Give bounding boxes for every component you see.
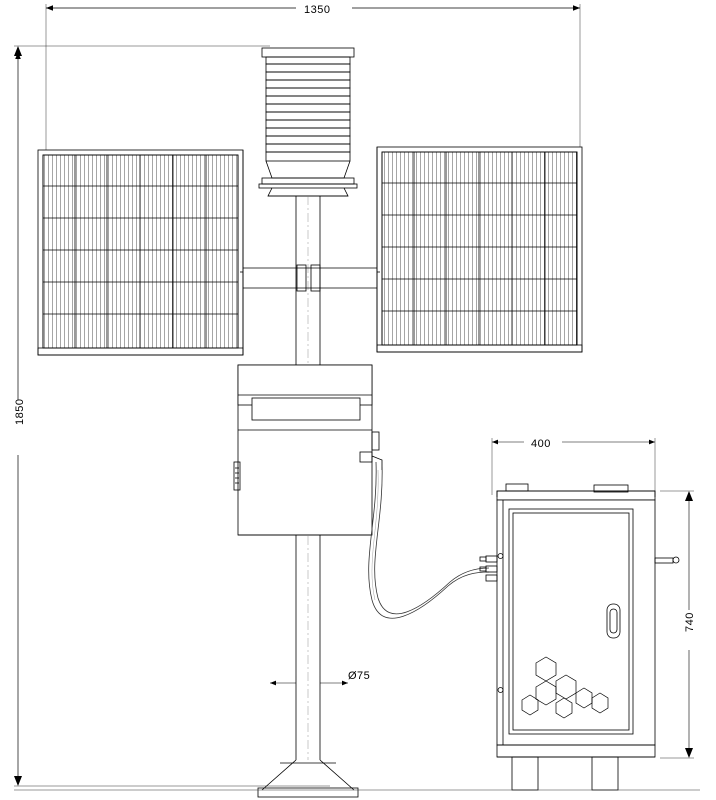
dimension-pole-diameter: Ø75: [348, 670, 371, 682]
dim-line-pole-diameter: [270, 676, 348, 690]
solar-panel-right: [377, 147, 582, 352]
dimension-overall-width: 1350: [304, 4, 331, 16]
dim-line-cabinet-width-400: [492, 438, 655, 495]
cable-conduit: [369, 462, 489, 618]
cross-beam: [240, 265, 380, 291]
beacon-lamp: [259, 48, 357, 196]
solar-panel-left: [38, 150, 243, 355]
dim-line-width-1350: [46, 4, 580, 160]
dim-line-cabinet-height-740: [660, 491, 694, 758]
ground-cabinet: [480, 484, 679, 790]
dimension-cabinet-height: 740: [684, 612, 696, 632]
pole-base: [258, 760, 358, 797]
instrument-enclosure: [234, 365, 382, 535]
dimension-overall-height: 1850: [14, 398, 26, 425]
dimension-cabinet-width: 400: [531, 438, 551, 450]
